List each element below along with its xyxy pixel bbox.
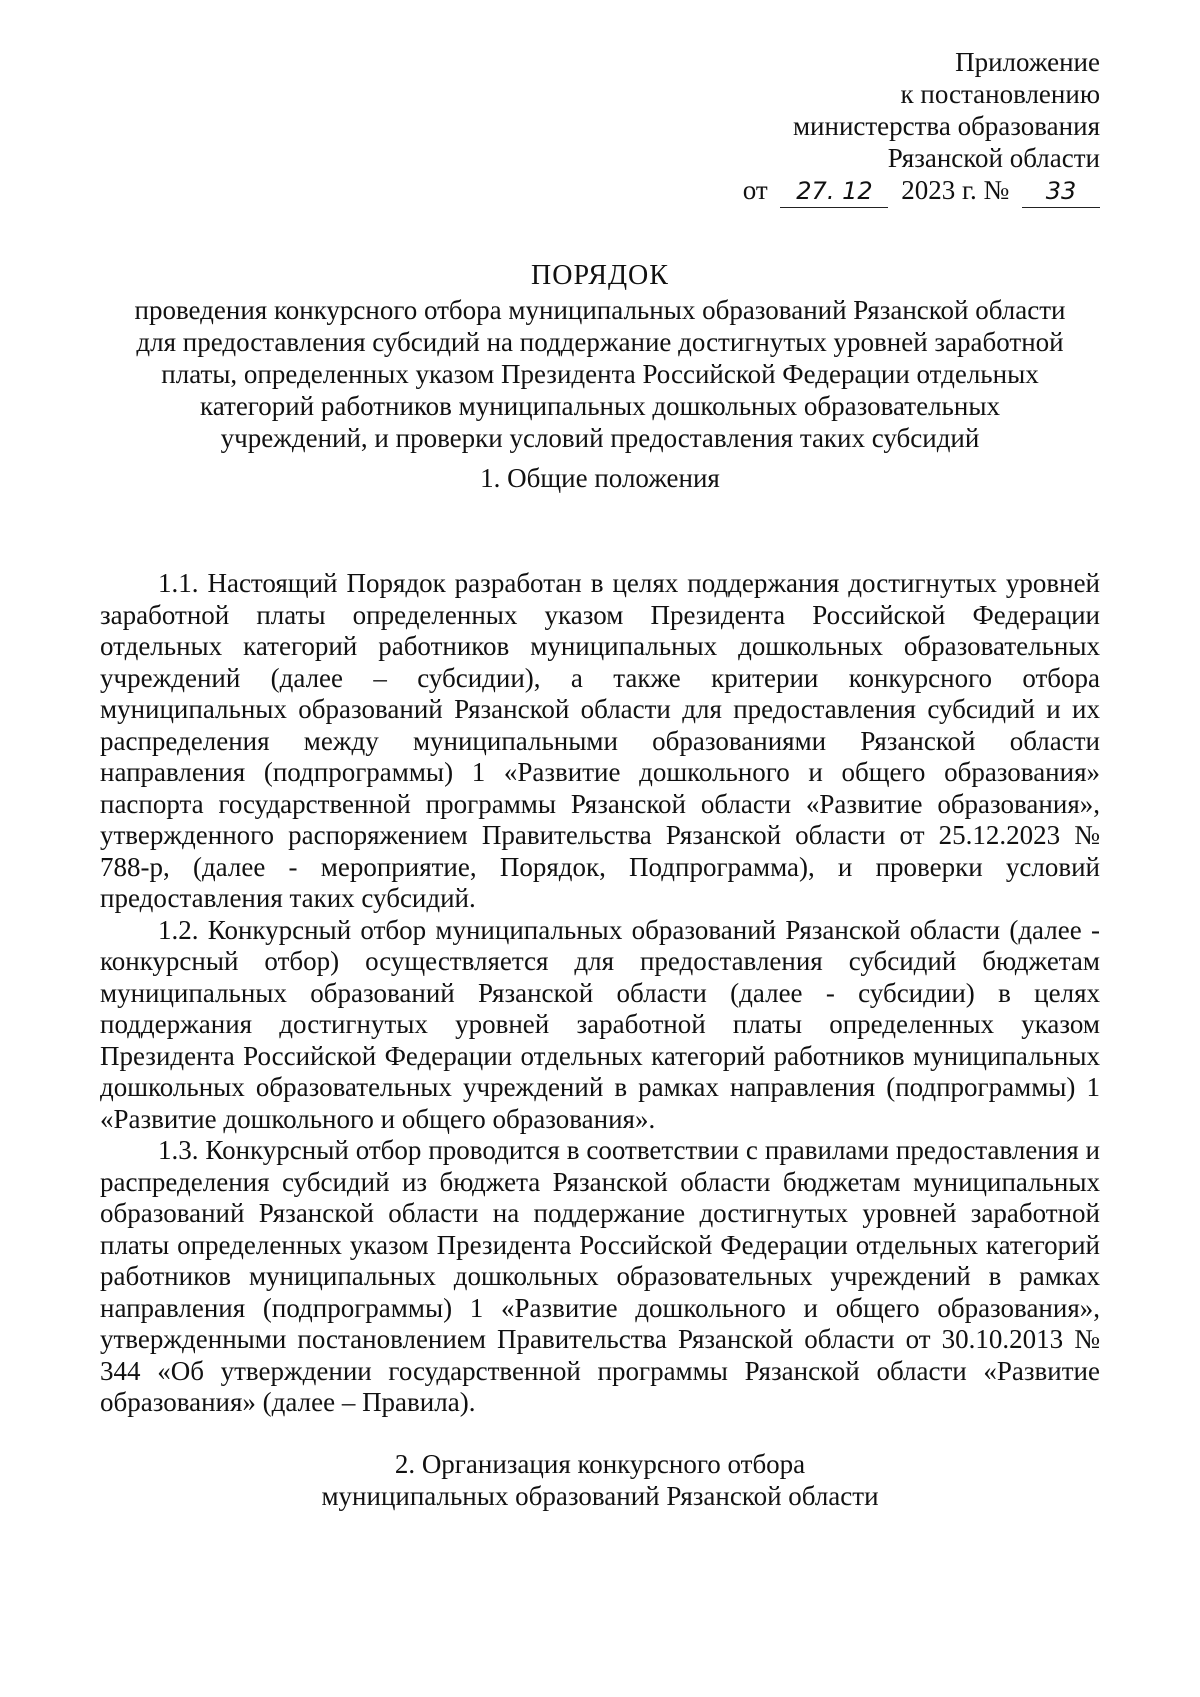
subtitle-line: проведения конкурсного отбора муниципальных образований Рязанской области bbox=[134, 295, 1066, 325]
header-line-appendix: Приложение bbox=[955, 47, 1100, 77]
subtitle-line: категорий работников муниципальных дошкольных образовательных bbox=[200, 391, 1000, 421]
subtitle-line: платы, определенных указом Президента Российской Федерации отдельных bbox=[161, 359, 1039, 389]
header-line-resolution: к постановлению bbox=[900, 79, 1100, 109]
handwritten-number: 33 bbox=[1022, 175, 1100, 208]
paragraph-1-1: 1.1. Настоящий Порядок разработан в целях поддержания достигнутых уровней заработной платы определенных указом Президента Российской Федерации отдельных категорий работников муниципальных дошкольных образовательных учреждений (далее – субсидии), а также критерии конкурсного отбора муниципальных образований Рязанской области для предоставления субсидий и их распределения между муниципальными образованиями Рязанской области направления (подпрограммы) 1 «Развитие дошкольного и общего образования» паспорта государственной программы Рязанской области «Развитие образования», утвержденного распоряжением Правительства Рязанской области от 25.12.2023 № 788-р, (далее - мероприятие, Порядок, Подпрограмма), и проверки условий предоставления таких субсидий. bbox=[100, 568, 1100, 913]
subtitle-line: для предоставления субсидий на поддержание достигнутых уровней заработной bbox=[136, 327, 1064, 357]
section-2-heading-line-2: муниципальных образований Рязанской области bbox=[321, 1481, 879, 1511]
date-prefix: от bbox=[742, 175, 768, 205]
header-date-line bbox=[743, 174, 1100, 208]
paragraph-1-2: 1.2. Конкурсный отбор муниципальных образований Рязанской области (далее - конкурсный отбор) осуществляется для предоставления субсидий бюджетам муниципальных образований Рязанской области (далее - субсидии) в целях поддержания достигнутых уровней заработной платы определенных указом Президента Российской Федерации отдельных категорий работников муниципальных дошкольных образовательных учреждений в рамках направления (подпрограммы) 1 «Развитие дошкольного и общего образования». bbox=[100, 914, 1100, 1134]
header-line-region: Рязанской области bbox=[887, 143, 1100, 173]
document-title: ПОРЯДОК bbox=[531, 260, 669, 291]
handwritten-date: 27. 12 bbox=[780, 175, 888, 208]
subtitle-line: учреждений, и проверки условий предоставления таких субсидий bbox=[220, 423, 980, 453]
section-2-heading-line-1: 2. Организация конкурсного отбора bbox=[394, 1449, 806, 1479]
section-2-heading bbox=[100, 1448, 1100, 1512]
section-1-body bbox=[100, 568, 1100, 1419]
header-line-ministry: министерства образования bbox=[792, 111, 1100, 141]
document-title-block bbox=[100, 260, 1100, 454]
appendix-header bbox=[743, 46, 1100, 208]
date-year-number-label: 2023 г. № bbox=[901, 175, 1010, 205]
paragraph-1-3: 1.3. Конкурсный отбор проводится в соответствии с правилами предоставления и распределения субсидий из бюджета Рязанской области бюджетам муниципальных образований Рязанской области на поддержание достигнутых уровней заработной платы определенных указом Президента Российской Федерации отдельных категорий работников муниципальных дошкольных образовательных учреждений в рамках направления (подпрограммы) 1 «Развитие дошкольного и общего образования», утвержденными постановлением Правительства Рязанской области от 30.10.2013 № 344 «Об утверждении государственной программы Рязанской области «Развитие образования» (далее – Правила). bbox=[100, 1135, 1100, 1417]
section-1-heading: 1. Общие положения bbox=[480, 463, 720, 493]
